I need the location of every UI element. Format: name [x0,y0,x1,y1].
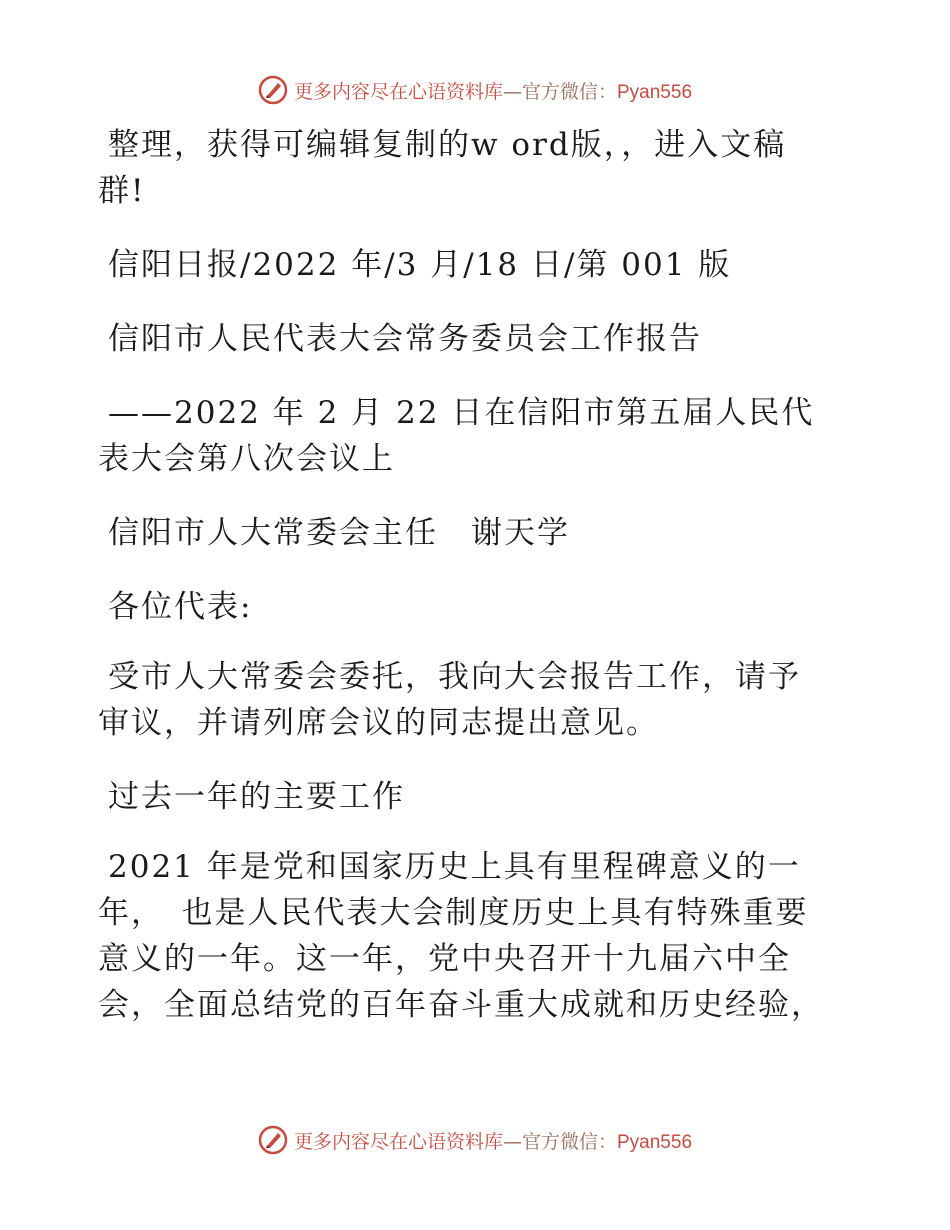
salutation: 各位代表: [108,589,253,625]
report-subtitle: ——2022 年 2 月 22 日在信阳市第五届人民代表大会第八次会议上 [98,395,815,477]
opening-paragraph: 受市人大常委会委托，我向大会报告工作，请予审议，并请列席会议的同志提出意见。 [98,659,801,741]
watermark-text [294,1127,692,1154]
document-body [98,122,833,1056]
header-watermark [0,70,950,110]
watermark-text [294,77,692,104]
brand-logo-icon [258,1125,288,1155]
body-paragraph: 2021 年是党和国家历史上具有里程碑意义的一年， 也是人民代表大会制度历史上具有特殊重要意义的一年。这一年，党中央召开十九届六中全会，全面总结党的百年奋斗重大成就和历史经验， [98,849,824,1023]
footer-watermark [0,1120,950,1160]
intro-note: 整理，获得可编辑复制的w ord版，，进入文稿群! [98,127,787,209]
watermark-wechat-id: Pyan556 [617,1131,693,1153]
source-line: 信阳日报/2022 年/3 月/18 日/第 001 版 [108,247,732,283]
watermark-main: 更多内容尽在心语资料库 [293,1130,503,1153]
report-author: 信阳市人大常委会主任 谢天学 [108,515,570,551]
brand-logo-icon [258,75,288,105]
section-heading: 过去一年的主要工作 [108,779,405,815]
watermark-sub: —官方微信： [502,80,617,103]
watermark-wechat-id: Pyan556 [617,81,693,103]
report-title: 信阳市人民代表大会常务委员会工作报告 [108,321,702,357]
watermark-main: 更多内容尽在心语资料库 [293,80,503,103]
watermark-sub: —官方微信： [502,1130,617,1153]
